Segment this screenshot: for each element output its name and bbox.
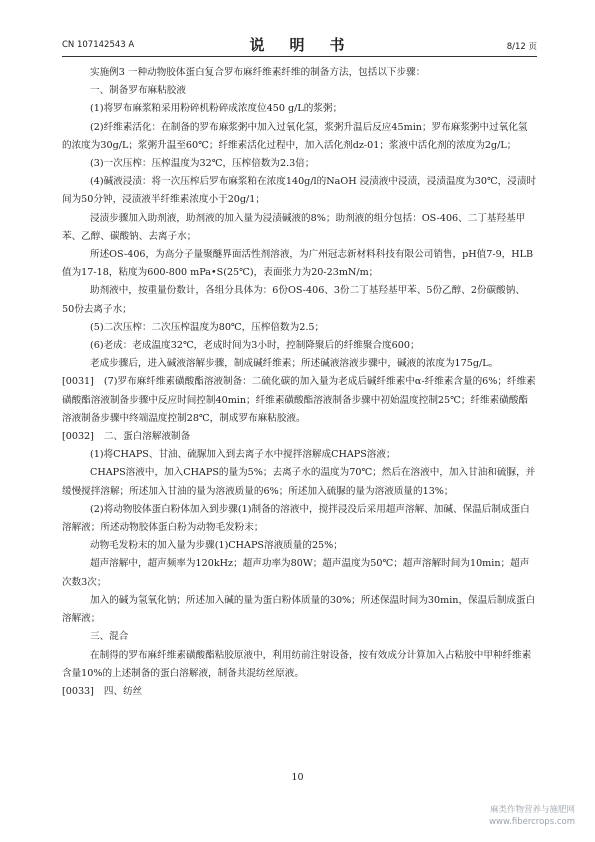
paragraph [62, 555, 537, 591]
paragraph [62, 355, 537, 373]
paragraph [62, 100, 537, 118]
watermark-line-2: www.fibercrops.com [489, 817, 575, 827]
paragraph [62, 210, 537, 246]
paragraph [62, 282, 537, 318]
document-body [62, 64, 537, 701]
header-rule [62, 56, 537, 57]
paragraph-text: (3)一次压榨：压榨温度为32℃，压榨倍数为2.3倍； [90, 158, 315, 170]
paragraph-number: [0033] [62, 685, 94, 697]
paragraph-text: 动物毛发粉末的加入量为步骤(1)CHAPS溶液质量的25%； [90, 540, 343, 552]
paragraph [62, 592, 537, 628]
paragraph [62, 446, 537, 464]
watermark [489, 804, 575, 828]
paragraph [62, 246, 537, 282]
paragraph [62, 319, 537, 337]
paragraph [62, 119, 537, 155]
paragraph-text: 浸渍步骤加入助剂液，助剂液的加入量为浸渍碱液的8%；助剂液的组分包括：OS-406、二丁基羟基甲苯、乙醇、碳酸钠、去离子水； [62, 212, 526, 242]
paragraph-text: (7)罗布麻纤维素磺酸酯溶液制备：二硫化碳的加入量为老成后碱纤维素中α-纤维素含量的6%；纤维素磺酸酯溶液制备步骤中反应时间控制40min；纤维素磺酸酯溶液制备步骤中初始温度控制25℃；纤维素磺酸酯溶液制备步骤中终端温度控制28℃，制成罗布麻粘胶液。 [62, 376, 536, 424]
publication-number: CN 107142543 A [62, 40, 135, 50]
paragraph [62, 82, 537, 100]
paragraph-text: (1)将CHAPS、甘油、硫脲加入到去离子水中搅拌溶解成CHAPS溶液； [90, 449, 396, 461]
document-title: 说 明 书 [249, 36, 350, 54]
paragraph-number: [0032] [62, 431, 94, 443]
paragraph-text: (2)将动物胶体蛋白粉体加入到步骤(1)制备的溶液中，搅拌浸没后采用超声溶解、加碱、保温后制成蛋白溶解液；所述动物胶体蛋白粉为动物毛发粉末； [62, 503, 530, 534]
paragraph-text: (6)老成：老成温度32℃，老成时间为3小时，控制降聚后的纤维聚合度600； [90, 340, 420, 352]
paragraph-text: 实施例3 一种动物胶体蛋白复合罗布麻纤维素纤维的制备方法，包括以下步骤： [90, 67, 426, 78]
paragraph-text: CHAPS溶液中，加入CHAPS的量为5%；去离子水的温度为70℃；然后在溶液中，加入甘油和硫脲，并缓慢搅拌溶解；所述加入甘油的量为溶液质量的6%；所述加入硫脲的量为溶液质量的13%； [62, 467, 536, 497]
paragraph-text: 老成步骤后，进入碱液溶解步骤，制成碱纤维素；所述碱液溶液步骤中，碱液的浓度为175g/L。 [90, 358, 499, 370]
paragraph [62, 428, 537, 446]
paragraph-text: (5)二次压榨：二次压榨温度为80℃，压榨倍数为2.5； [90, 321, 325, 333]
paragraph [62, 373, 537, 428]
paragraph-text: 加入的碱为氢氧化钠；所述加入碱的量为蛋白粉体质量的30%；所述保温时间为30min，保温后制成蛋白溶解液； [62, 594, 536, 625]
paragraph-text: 在制得的罗布麻纤维素磺酸酯粘胶原液中，利用纺前注射设备，按有效成分计算加入占粘胶中甲种纤维素含量10%的上述制备的蛋白溶解液，制备共混纺丝原液。 [62, 649, 532, 679]
page-indicator: 8/12 页 [506, 42, 537, 52]
paragraph [62, 628, 537, 646]
paragraph [62, 501, 537, 537]
paragraph [62, 337, 537, 355]
page-number: 10 [291, 772, 304, 783]
paragraph-text: 一、制备罗布麻粘胶液 [90, 85, 186, 97]
paragraph-text: 三、混合 [90, 631, 129, 643]
page-header [62, 34, 537, 54]
paragraph-text: 四、纺丝 [103, 685, 143, 697]
watermark-line-1: 麻类作物营养与施肥网 [489, 805, 575, 815]
paragraph-text: 超声溶解中，超声频率为120kHz；超声功率为80W；超声温度为50℃；超声溶解时间为10min；超声次数3次； [62, 558, 530, 588]
paragraph-text: 二、蛋白溶解液制备 [103, 431, 191, 443]
paragraph-text: (1)将罗布麻浆粕采用粉碎机粉碎成浓度位450 g/L的浆粥； [90, 103, 343, 115]
paragraph [62, 173, 537, 209]
paragraph [62, 155, 537, 173]
paragraph [62, 683, 537, 701]
paragraph-text: 所述OS-406，为高分子量聚醚界面活性剂溶液，为广州冠志新材料科技有限公司销售，pH值7-9，HLB值为17-18，粘度为600-800 mPa•S(25℃)，表面张力为20-23mN/m； [62, 249, 534, 279]
paragraph-text: (4)碱液浸渍：将一次压榨后罗布麻浆粕在浓度140g/l的NaOH 浸渍液中浸渍，浸渍温度为30℃，浸渍时间为50分钟，浸渍液半纤维素浓度小于20g/1； [62, 176, 537, 206]
paragraph [62, 64, 537, 82]
paragraph [62, 464, 537, 500]
paragraph-text: 助剂液中，按重量份数计，各组分具体为：6份OS-406、3份二丁基羟基甲苯、5份乙醇、2份碳酸钠、50份去离子水； [62, 285, 525, 315]
paragraph [62, 647, 537, 683]
paragraph-number: [0031] [62, 376, 94, 388]
paragraph [62, 537, 537, 555]
paragraph-text: (2)纤维素活化：在制备的罗布麻浆粥中加入过氧化氢，浆粥升温后反应45min；罗布麻浆粥中过氧化氢的浓度为30g/L；浆粥升温至60℃；纤维素活化过程中，加入活化剂dz-01；浆液中活化剂的浓度为2g/L； [62, 121, 528, 151]
